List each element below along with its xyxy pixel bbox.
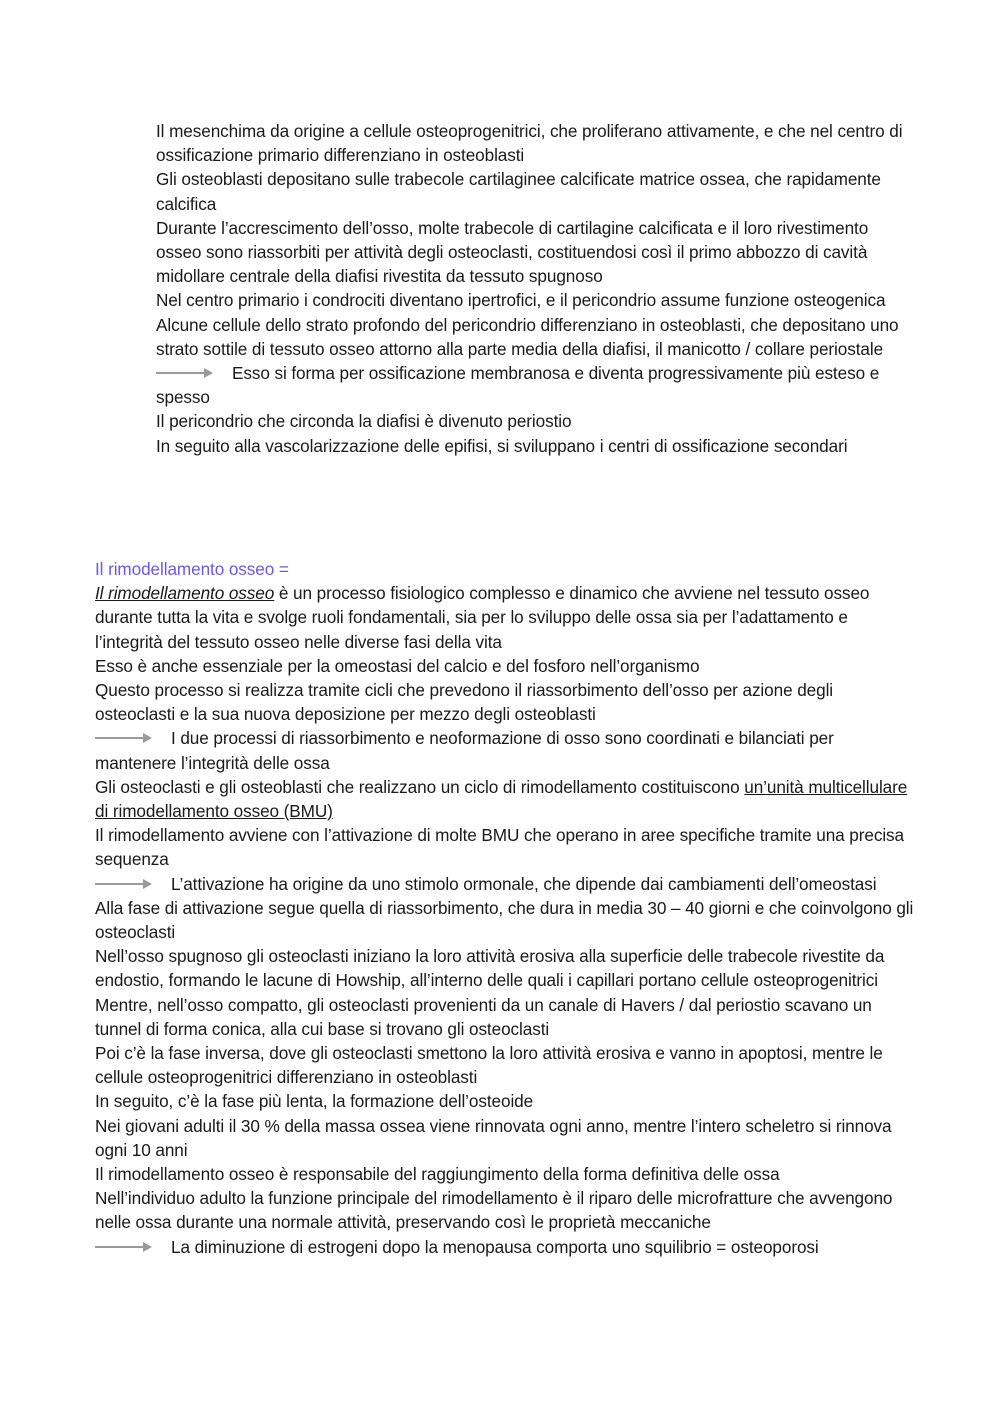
- paragraph: [95, 775, 915, 823]
- right-arrow-icon: [95, 733, 153, 743]
- ossification-notes: [156, 119, 916, 458]
- paragraph: Durante l’accrescimento dell’osso, molte trabecole di cartilagine calcificata e il loro rivestimento osseo sono riassorbiti per attività degli osteoclasti, costituendosi così il primo abbozzo di cavità midollare centrale della diafisi rivestita da tessuto spugnoso: [156, 217, 869, 287]
- arrow-paragraph: [156, 361, 916, 409]
- paragraph: Esso è anche essenziale per la omeostasi del calcio e del fosforo nell’organismo: [95, 655, 700, 676]
- paragraph: Il rimodellamento avviene con l’attivazione di molte BMU che operano in aree specifiche tramite una precisa sequenza: [95, 825, 904, 870]
- arrow-text: Esso si forma per ossificazione membranosa e diventa progressivamente più esteso e spesso: [156, 363, 880, 408]
- right-arrow-icon: [156, 368, 214, 378]
- paragraph: Il rimodellamento osseo è responsabile del raggiungimento della forma definitiva delle ossa: [95, 1164, 780, 1185]
- arrow-text: L’attivazione ha origine da uno stimolo ormonale, che dipende dai cambiamenti dell’omeostasi: [171, 873, 877, 894]
- paragraph: In seguito, c’è la fase più lenta, la formazione dell’osteoide: [95, 1091, 534, 1112]
- paragraph: Questo processo si realizza tramite cicli che prevedono il riassorbimento dell’osso per azione degli osteoclasti e la sua nuova deposizione per mezzo degli osteoblasti: [95, 680, 834, 725]
- term-rimodellamento: Il rimodellamento osseo: [95, 583, 275, 604]
- term-bmu: un’unità multicellulare di rimodellamento osseo (BMU): [95, 776, 908, 822]
- arrow-paragraph: [95, 726, 915, 774]
- remodeling-section: [95, 557, 915, 1259]
- paragraph: Nei giovani adulti il 30 % della massa ossea viene rinnovata ogni anno, mentre l’intero scheletro si rinnova ogni 10 anni: [95, 1115, 892, 1160]
- paragraph: Il mesenchima da origine a cellule osteoprogenitrici, che proliferano attivamente, e che nel centro di ossificazione primario differenziano in osteoblasti: [156, 121, 903, 166]
- arrow-text: La diminuzione di estrogeni dopo la menopausa comporta uno squilibrio = osteoporosi: [171, 1236, 819, 1257]
- paragraph: Mentre, nell’osso compatto, gli osteoclasti provenienti da un canale di Havers / dal periostio scavano un tunnel di forma conica, alla cui base si trovano gli osteoclasti: [95, 994, 872, 1039]
- right-arrow-icon: [95, 1242, 153, 1252]
- paragraph-text: è un processo fisiologico complesso e dinamico che avviene nel tessuto osseo durante tutta la vita e svolge ruoli fondamentali, sia per lo sviluppo delle ossa sia per l’adattamento e l’integrità del tessuto osseo nelle diverse fasi della vita: [95, 583, 870, 652]
- paragraph: Gli osteoblasti depositano sulle trabecole cartilaginee calcificate matrice ossea, che rapidamente calcifica: [156, 169, 881, 214]
- paragraph-text: Gli osteoclasti e gli osteoblasti che realizzano un ciclo di rimodellamento costituiscono: [95, 776, 745, 797]
- right-arrow-icon: [95, 879, 153, 889]
- paragraph: Nel centro primario i condrociti diventano ipertrofici, e il pericondrio assume funzione osteogenica: [156, 290, 886, 311]
- paragraph: Alcune cellule dello strato profondo del pericondrio differenziano in osteoblasti, che depositano uno strato sottile di tessuto osseo attorno alla parte media della diafisi, il manicotto / collare periostale: [156, 314, 899, 359]
- arrow-paragraph: [95, 872, 915, 896]
- arrow-paragraph: [95, 1235, 915, 1259]
- paragraph: Nell’individuo adulto la funzione principale del rimodellamento è il riparo delle microfratture che avvengono nelle ossa durante una normale attività, preservando così le proprietà meccaniche: [95, 1188, 893, 1233]
- paragraph: Nell’osso spugnoso gli osteoclasti iniziano la loro attività erosiva alla superficie delle trabecole rivestite da endostio, formando le lacune di Howship, all’interno delle quali i capillari portano cellule osteoprogenitrici: [95, 946, 885, 991]
- paragraph: Il pericondrio che circonda la diafisi è divenuto periostio: [156, 411, 572, 432]
- paragraph: [95, 581, 915, 654]
- paragraph: In seguito alla vascolarizzazione delle epifisi, si sviluppano i centri di ossificazione secondari: [156, 435, 848, 456]
- section-heading: Il rimodellamento osseo =: [95, 559, 289, 579]
- paragraph: Alla fase di attivazione segue quella di riassorbimento, che dura in media 30 – 40 giorni e che coinvolgono gli osteoclasti: [95, 897, 914, 943]
- arrow-text: I due processi di riassorbimento e neoformazione di osso sono coordinati e bilanciati per mantenere l’integrità delle ossa: [95, 728, 834, 773]
- paragraph: Poi c’è la fase inversa, dove gli osteoclasti smettono la loro attività erosiva e vanno in apoptosi, mentre le cellule osteoprogenitrici differenziano in osteoblasti: [95, 1043, 883, 1088]
